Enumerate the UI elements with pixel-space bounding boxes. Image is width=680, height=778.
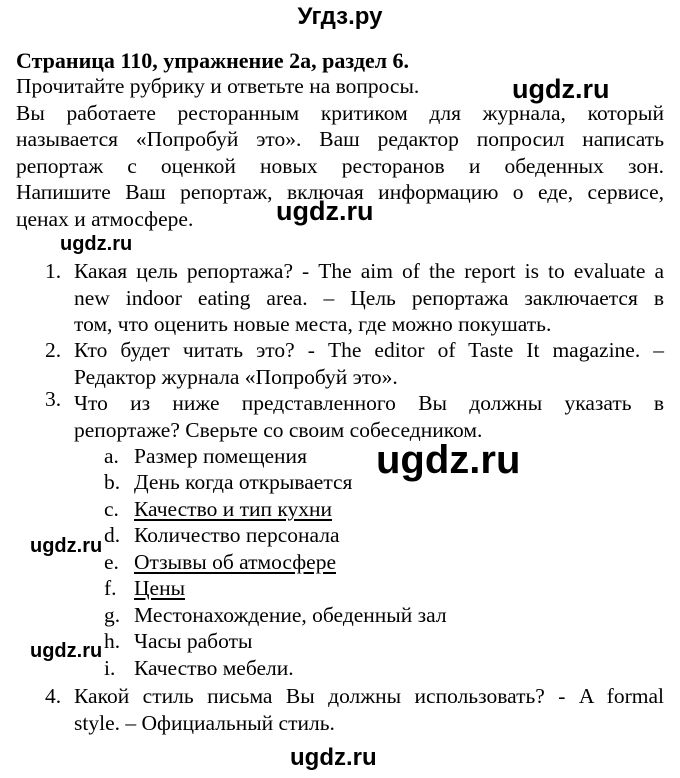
option-letter: d. — [104, 523, 121, 547]
option-text: Цены — [134, 576, 186, 600]
option-text: Количество персонала — [134, 523, 340, 547]
option-text: Отзывы об атмосфере — [134, 550, 337, 574]
option-letter: a. — [104, 444, 119, 468]
option-b — [104, 469, 353, 496]
task-line: Вы работаете ресторанным критиком для журнала, который — [16, 100, 664, 125]
option-text: Местонахождение, обеденный зал — [134, 603, 447, 627]
option-text: День когда открывается — [134, 470, 353, 494]
option-i — [104, 655, 294, 682]
option-h — [104, 628, 253, 655]
option-a — [104, 443, 307, 470]
question-4 — [45, 683, 664, 736]
option-letter: g. — [104, 603, 121, 627]
option-letter: i. — [104, 656, 116, 680]
question-line: Редактор журнала «Попробуй это». — [74, 364, 398, 389]
watermark: ugdz.ru — [60, 233, 133, 255]
option-letter: b. — [104, 470, 121, 494]
question-number: 2. — [45, 338, 62, 362]
exercise-heading: Страница 110, упражнение 2а, раздел 6. — [16, 48, 410, 73]
intro-line: Прочитайте рубрику и ответьте на вопросы. — [16, 74, 420, 98]
option-e — [104, 549, 337, 576]
option-text: Качество мебели. — [134, 656, 294, 680]
task-line: называется «Попробуй это». Ваш редактор попросил написать — [16, 127, 664, 151]
question-line: Какой стиль письма Вы должны использовать? - A formal — [74, 684, 664, 708]
watermark: ugdz.ru — [30, 640, 103, 662]
watermark: ugdz.ru — [276, 196, 374, 226]
task-line: репортаж с оценкой новых ресторанов и обеденных зон. — [16, 153, 664, 178]
watermark: ugdz.ru — [376, 438, 521, 482]
question-line: репортаже? Сверьте со своим собеседником. — [74, 417, 483, 442]
option-text: Качество и тип кухни — [134, 497, 333, 521]
question-number: 3. — [45, 387, 62, 411]
question-3 — [45, 387, 664, 443]
question-line: Что из ниже представленного Вы должны указать в — [74, 391, 664, 415]
watermark: ugdz.ru — [290, 744, 377, 771]
option-f — [104, 575, 186, 602]
option-c — [104, 496, 333, 523]
option-letter: e. — [104, 550, 119, 574]
question-line: new indoor eating area. – Цель репортажа заключается в — [74, 285, 664, 310]
question-line: Кто будет читать это? - The editor of Taste It magazine. – — [74, 338, 664, 362]
option-g — [104, 602, 447, 629]
question-number: 1. — [45, 259, 62, 283]
option-letter: h. — [104, 629, 121, 653]
option-letter: f. — [104, 576, 117, 600]
question-line: том, что оценить новые места, где можно покушать. — [74, 312, 552, 336]
option-letter: c. — [104, 497, 119, 521]
option-text: Размер помещения — [134, 444, 307, 468]
question-line: Какая цель репортажа? - The aim of the report is to evaluate a — [74, 259, 664, 283]
task-line: ценах и атмосфере. — [16, 206, 194, 231]
option-d — [104, 522, 340, 549]
task-line: Напишите Ваш репортаж, включая информацию о еде, сервисе, — [16, 180, 664, 204]
option-text: Часы работы — [134, 629, 253, 653]
site-title: Угдз.ру — [297, 3, 383, 30]
question-line: style. – Официальный стиль. — [74, 710, 335, 735]
watermark: ugdz.ru — [30, 535, 103, 557]
watermark: ugdz.ru — [512, 74, 610, 104]
question-2 — [45, 337, 664, 390]
question-1 — [45, 258, 664, 338]
question-number: 4. — [45, 684, 62, 708]
